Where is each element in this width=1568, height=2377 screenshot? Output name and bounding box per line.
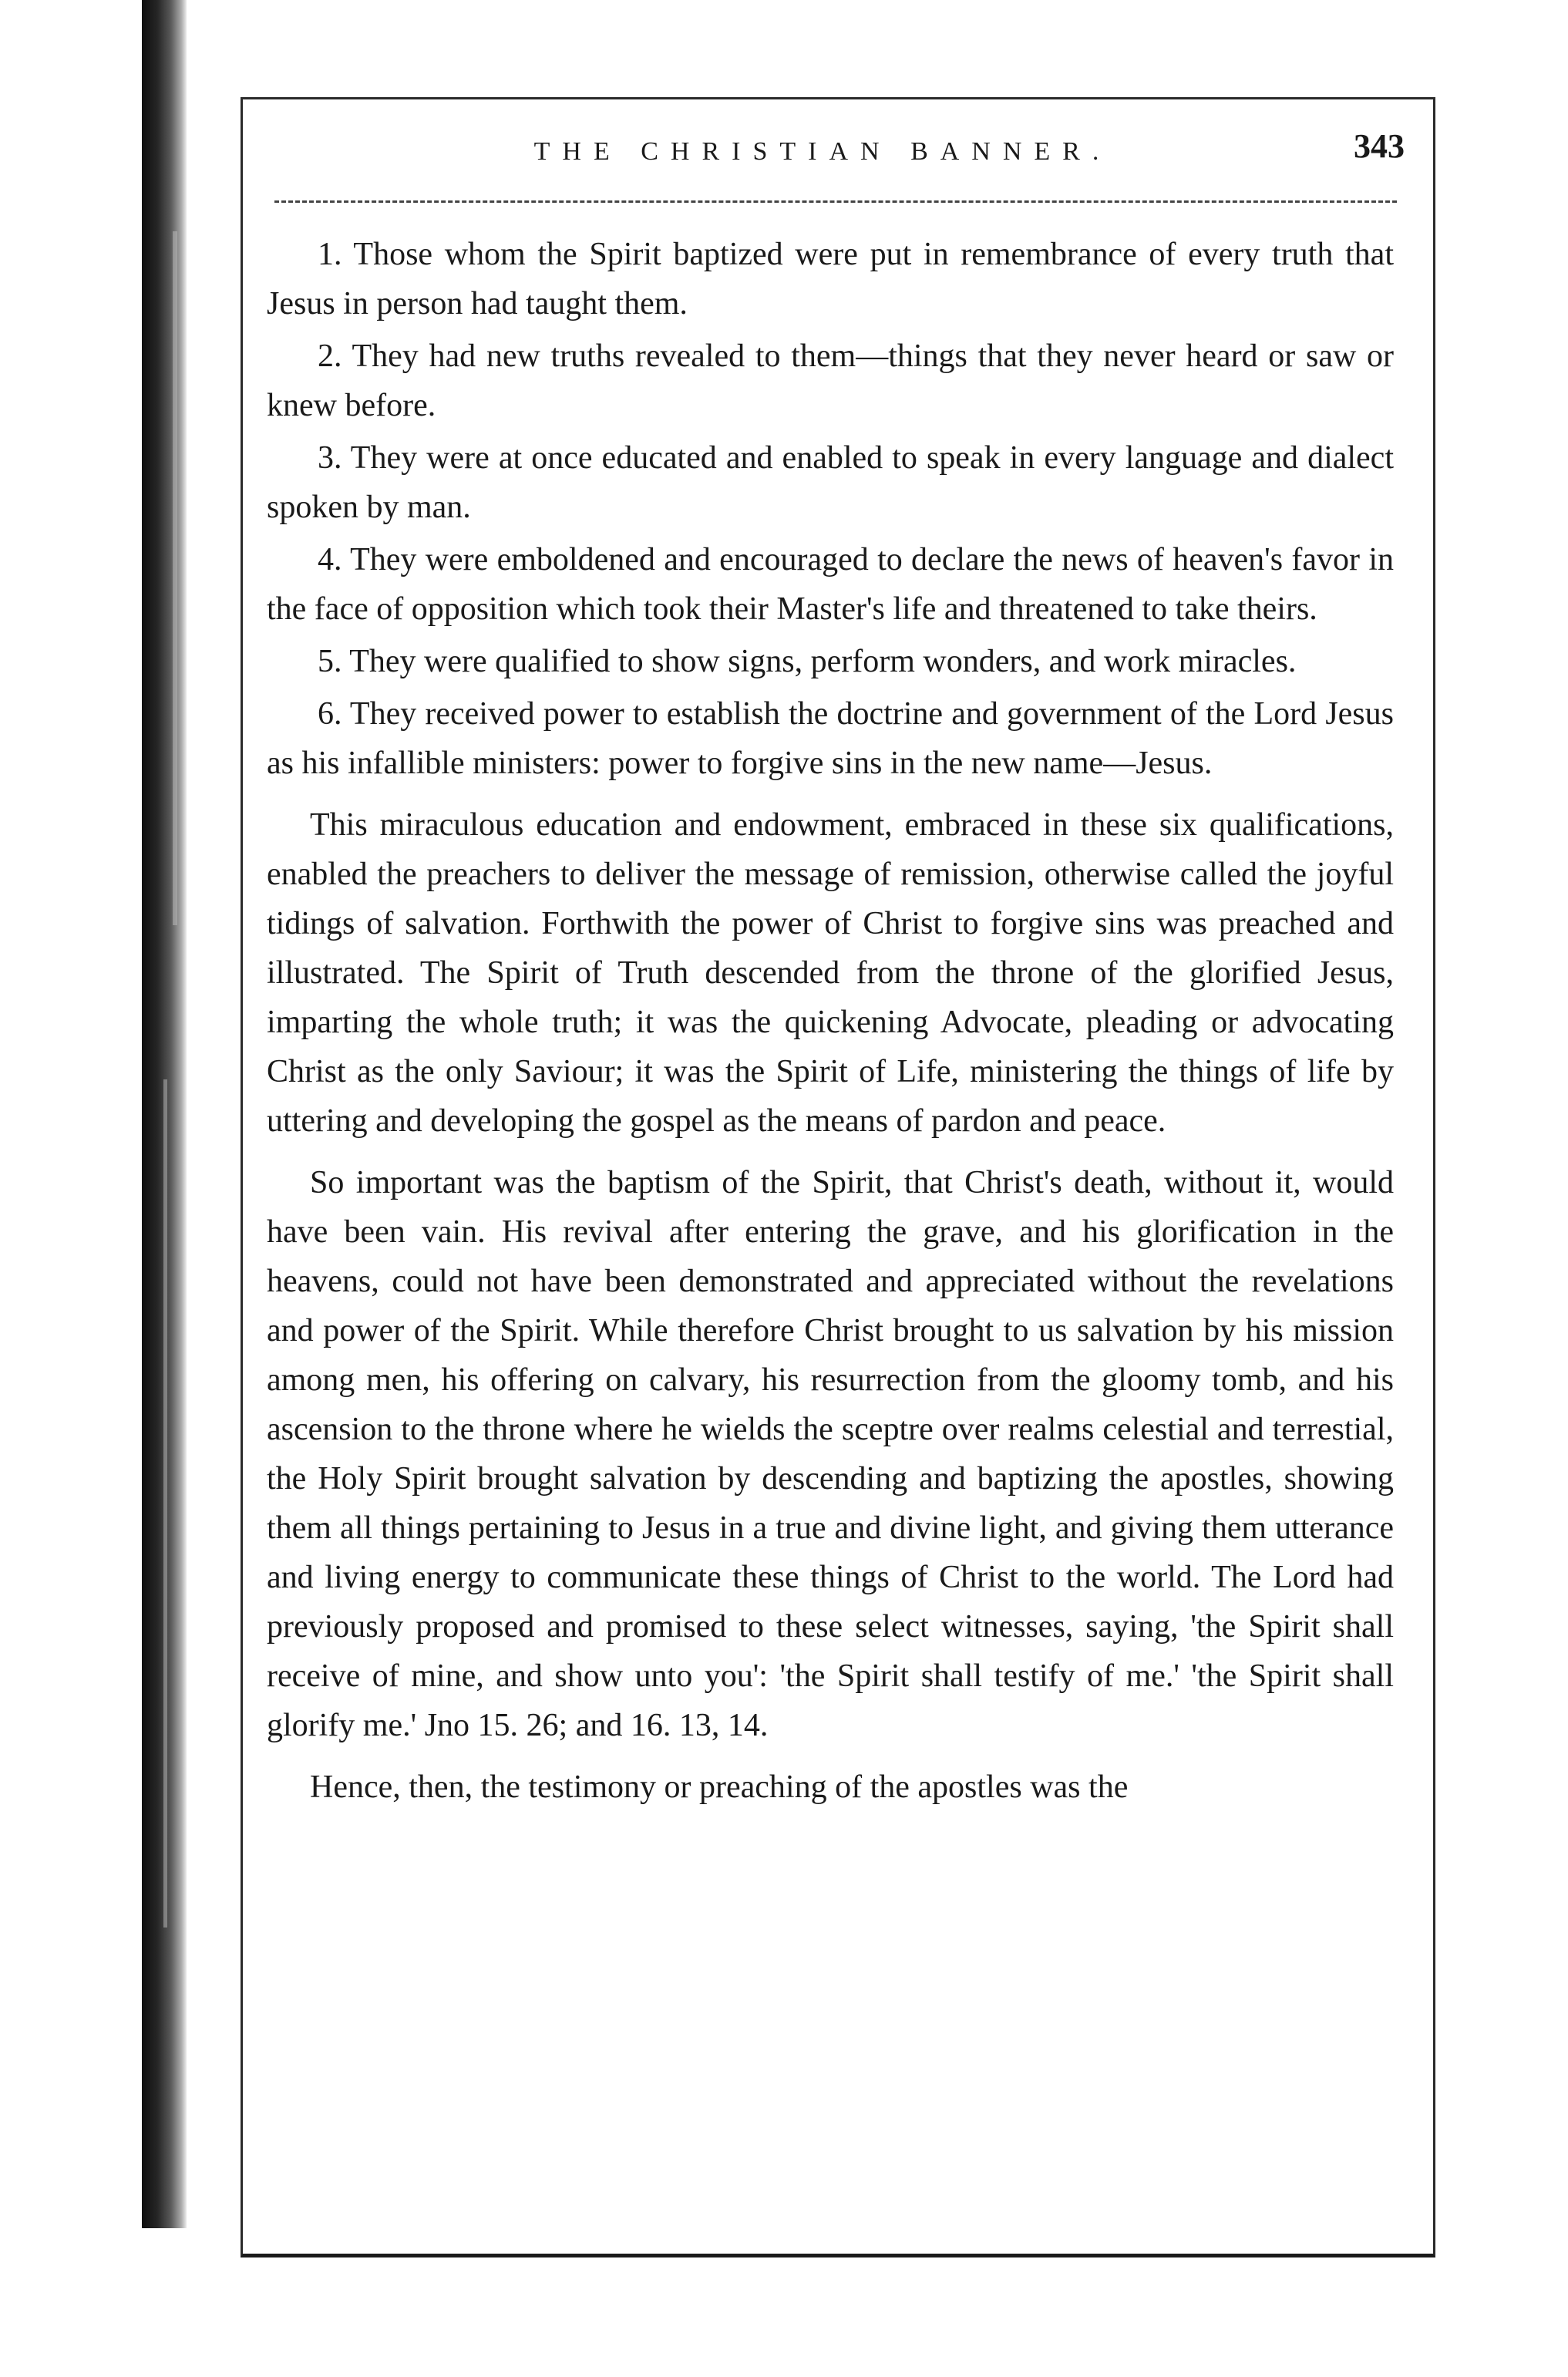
page-header: [241, 127, 1431, 185]
header-rule: [274, 200, 1397, 203]
numbered-item-3: 3. They were at once educated and enabled to speak in every language and dialect spoken by man.: [267, 440, 1394, 525]
page-number: 343: [1354, 127, 1405, 165]
paragraph-hence-then: Hence, then, the testimony or preaching of the apostles was the: [310, 1769, 1129, 1805]
paragraph-miraculous-education: This miraculous education and endowment, embraced in these six qualifications, enabled the preachers to deliver the message of remission, otherwise called the joyful tidings of salvation. Forthwith the power of Christ to forgive sins was preached and illustrated. The Spirit of Truth descended from the throne of the glorified Jesus, imparting the whole truth; it was the quickening Advocate, pleading or advocating Christ as the only Saviour; it was the Spirit of Life, ministering the things of life by uttering and developing the gospel as the means of pardon and peace.: [267, 807, 1394, 1139]
numbered-item-2: 2. They had new truths revealed to them—things that they never heard or saw or knew before.: [267, 338, 1394, 423]
article-body: [267, 230, 1394, 1812]
scan-binding-edge: [142, 0, 187, 2228]
numbered-item-5: 5. They were qualified to show signs, perform wonders, and work miracles.: [318, 644, 1297, 679]
paragraph-baptism-of-spirit: So important was the baptism of the Spirit, that Christ's death, without it, would have been vain. His revival after entering the grave, and his glorification in the heavens, could not have been demonstrated and appreciated without the revelations and power of the Spirit. While therefore Christ brought to us salvation by his mission among men, his offering on calvary, his resurrection from the gloomy tomb, and his ascension to the throne where he wields the sceptre over realms celestial and terrestial, the Holy Spirit brought salvation by descending and baptizing the apostles, showing them all things pertaining to Jesus in a true and divine light, and giving them utterance and living energy to communicate these things of Christ to the world. The Lord had previously proposed and promised to these select witnesses, saying, 'the Spirit shall receive of mine, and show unto you': 'the Spirit shall testify of me.' 'the Spirit shall glorify me.' Jno 15. 26; and 16. 13, 14.: [267, 1165, 1394, 1743]
numbered-item-4: 4. They were emboldened and encouraged to declare the news of heaven's favor in the face of opposition which took their Master's life and threatened to take theirs.: [267, 542, 1394, 627]
numbered-item-1: 1. Those whom the Spirit baptized were put in remembrance of every truth that Jesus in person had taught them.: [267, 237, 1394, 322]
numbered-item-6: 6. They received power to establish the doctrine and government of the Lord Jesus as his infallible ministers: power to forgive sins in the new name—Jesus.: [267, 696, 1394, 781]
running-title: THE CHRISTIAN BANNER.: [533, 137, 1112, 166]
